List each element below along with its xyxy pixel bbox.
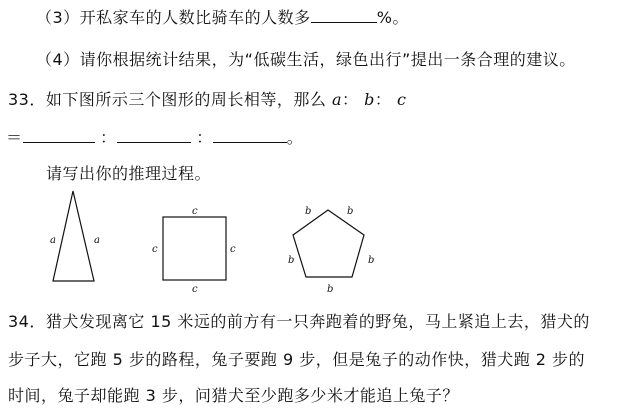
pentagon-label-5: b [327,284,334,295]
isosceles-triangle [50,191,100,281]
var-b: b [364,90,375,109]
square [152,206,236,295]
square-bottom-label: c [192,284,198,295]
square-top-label: c [192,206,198,217]
pentagon-label-3: b [288,255,295,266]
question-34-line-3 [8,386,459,406]
var-c: c [396,90,407,109]
instruction-text: 请写出你的推理过程。 [46,164,212,183]
q33-text: 33．如下图所示三个图形的周长相等，那么 [8,90,327,109]
square-right-label: c [230,244,236,255]
question-34-line-2 [8,350,585,370]
q34-text-2: 步子大，它跑 5 步的路程，兔子要跑 9 步，但是兔子的动作快，猎犬跑 2 步的 [8,350,586,369]
question-34-line-1 [8,312,590,332]
colon: ： [342,90,359,109]
triangle-right-label: a [94,235,100,246]
pentagon-label-2: b [347,206,354,217]
q32-4-text: （4）请你根据统计结果，为“低碳生活，绿色出行”提出一条合理的建议。 [36,50,576,69]
regular-pentagon [288,206,374,295]
q32-3-suffix: %。 [376,8,409,27]
pentagon-label-1: b [305,206,312,217]
q34-text-1: 34．猎犬发现离它 15 米远的前方有一只奔跑着的野兔，马上紧追上去，猎犬的 [8,312,590,331]
triangle-left-label: a [50,235,56,246]
colon: ： [196,128,213,147]
q34-text-3: 时间，兔子却能跑 3 步，问猎犬至少跑多少米才能追上兔子？ [8,386,459,405]
var-a: a [331,90,343,109]
q32-3-text: （3）开私家车的人数比骑车的人数多 [36,8,311,27]
square-left-label: c [152,244,158,255]
period: 。 [286,128,304,147]
colon: ： [100,128,117,147]
pentagon-label-4: b [368,255,375,266]
equals-sign: ＝ [6,128,23,147]
colon: ： [374,90,392,109]
